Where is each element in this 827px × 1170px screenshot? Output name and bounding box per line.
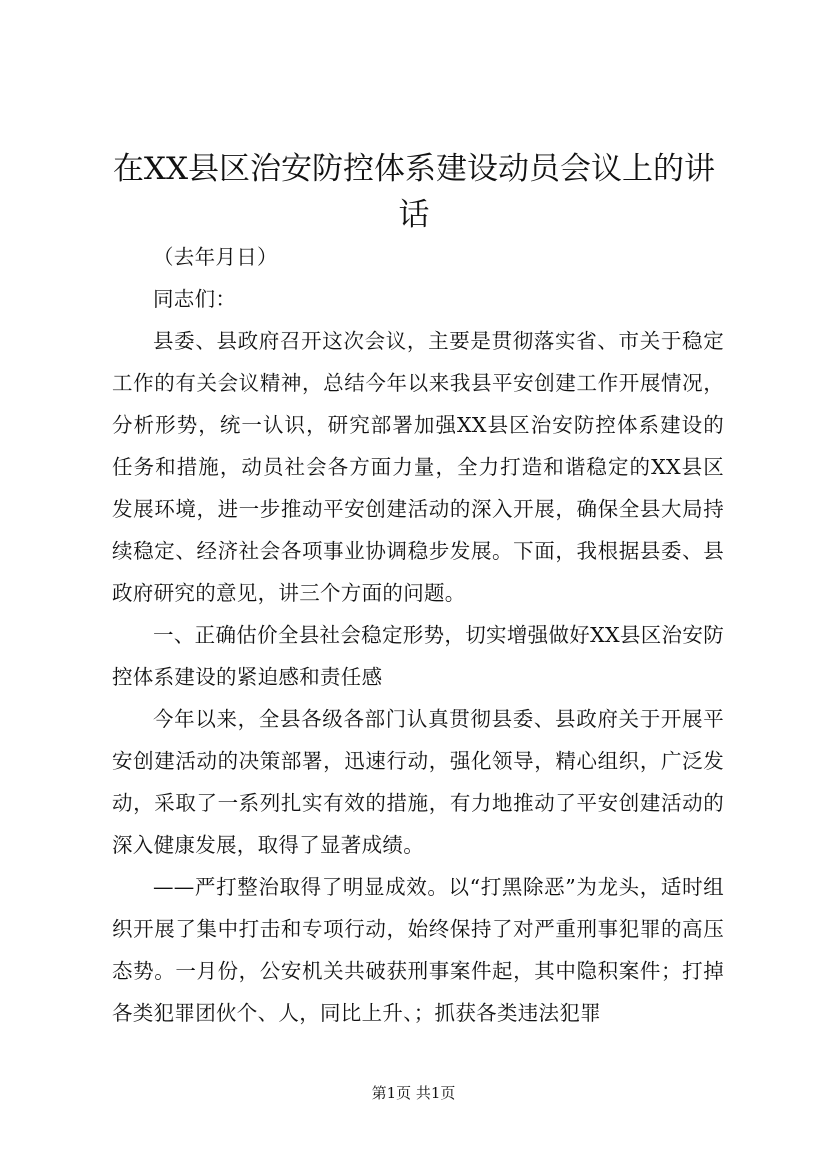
page-footer: 第1页 共1页 [371,1084,456,1102]
document-title: 在XX县区治安防控体系建设动员会议上的讲话 [112,151,716,233]
section-heading-1: 一、正确估价全县社会稳定形势，切实增强做好XX县区治安防控体系建设的紧迫感和责任感 [112,623,724,689]
paragraph-crackdown: ——严打整治取得了明显成效。以“打黑除恶”为龙头，适时组织开展了集中打击和专项行动，始终保持了对严重刑事犯罪的高压态势。一月份，公安机关共破获刑事案件起，其中隐积案件；打掉各类犯罪团伙个、人，同比上升、；抓获各类违法犯罪 [112,875,724,1025]
paragraph-achievements: 今年以来，全县各级各部门认真贯彻县委、县政府关于开展平安创建活动的决策部署，迅速行动，强化领导，精心组织，广泛发动，采取了一系列扎实有效的措施，有力地推动了平安创建活动的深入健康发展，取得了显著成绩。 [112,707,724,857]
date-line: （去年月日） [153,245,278,269]
paragraph-intro: 县委、县政府召开这次会议，主要是贯彻落实省、市关于稳定工作的有关会议精神，总结今年以来我县平安创建工作开展情况，分析形势，统一认识，研究部署加强XX县区治安防控体系建设的任务和措施，动员社会各方面力量，全力打造和谐稳定的XX县区发展环境，进一步推动平安创建活动的深入开展，确保全县大局持续稳定、经济社会各项事业协调稳步发展。下面，我根据县委、县政府研究的意见，讲三个方面的问题。 [112,329,724,605]
document-body [112,236,724,1034]
salutation: 同志们： [153,287,237,311]
